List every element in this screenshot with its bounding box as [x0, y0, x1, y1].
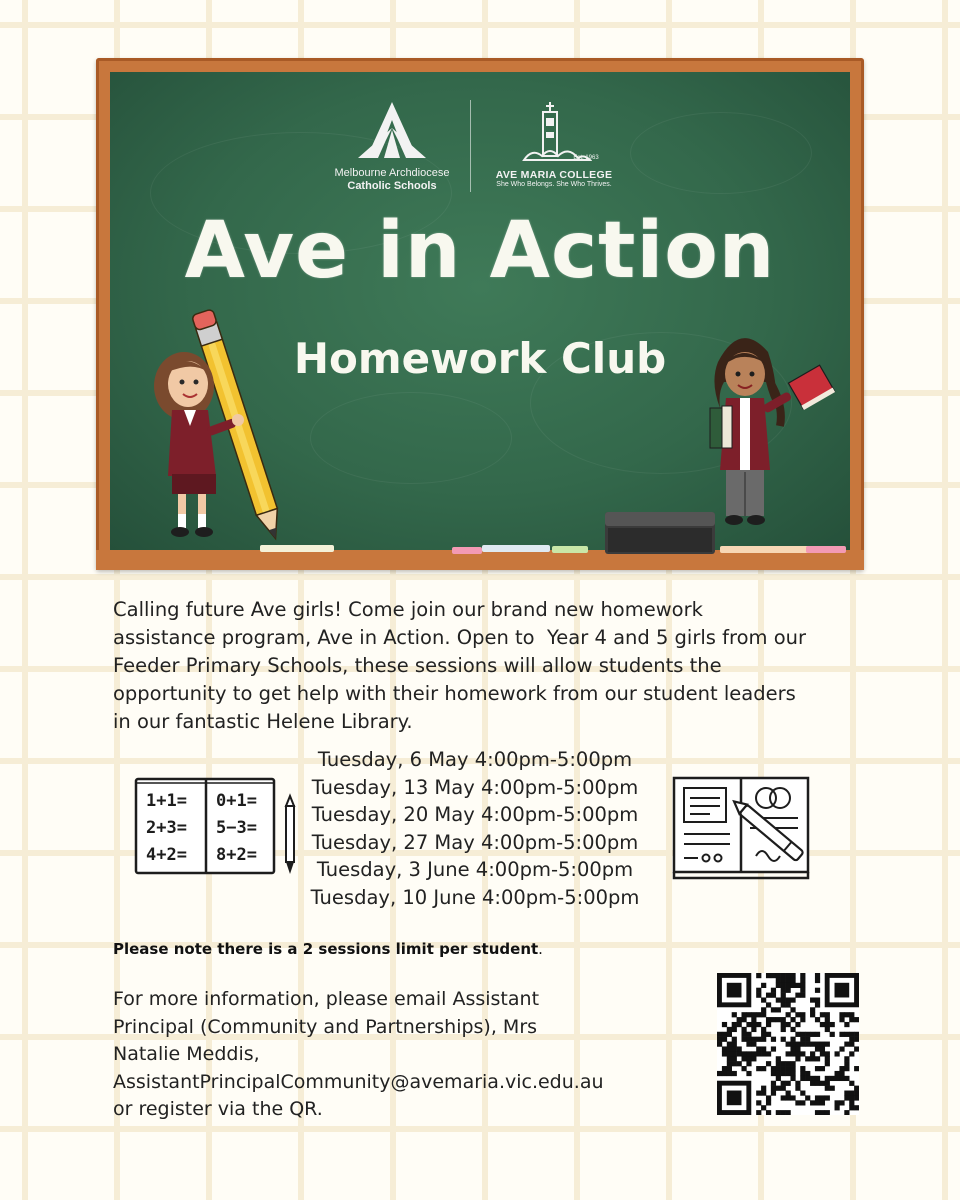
macs-name-line1: Melbourne Archdiocese [334, 167, 450, 179]
note-bold-text: Please note there is a 2 sessions limit per student [113, 940, 539, 958]
student-with-pencil-illustration [150, 306, 290, 542]
math-sum-right-1: 0+1= [216, 791, 257, 811]
math-sum-left-3: 4+2= [146, 845, 187, 865]
math-sum-left-1: 1+1= [146, 791, 187, 811]
intro-line: Calling future Ave girls! Come join our brand new homework [113, 598, 703, 621]
macs-name-line2: Catholic Schools [347, 180, 437, 192]
session-item: Tuesday, 13 May 4:00pm-5:00pm [311, 775, 639, 799]
open-book-icon [670, 774, 824, 882]
intro-line: Feeder Primary Schools, these sessions will allow students the [113, 654, 722, 677]
ave-maria-name: AVE MARIA COLLEGE [495, 169, 613, 181]
ave-maria-est: Est. 1963 [573, 155, 599, 161]
contact-line: Principal (Community and Partnerships), Mrs [113, 1015, 538, 1038]
contact-line: For more information, please email Assistant [113, 988, 540, 1010]
math-sum-right-2: 5−3= [216, 818, 257, 838]
ave-maria-tagline: She Who Belongs. She Who Thrives. [496, 181, 612, 188]
intro-line: in our fantastic Helene Library. [113, 710, 413, 733]
contact-line: or register via the QR. [113, 1098, 323, 1120]
note-end: . [538, 940, 543, 958]
student-with-books-illustration [700, 322, 840, 532]
intro-line: opportunity to get help with their homework from our student leaders [113, 682, 796, 705]
session-list [290, 746, 660, 911]
contact-paragraph [113, 986, 673, 1124]
math-sum-right-3: 8+2= [216, 845, 257, 865]
session-item: Tuesday, 10 June 4:00pm-5:00pm [310, 885, 640, 909]
session-item: Tuesday, 6 May 4:00pm-5:00pm [317, 748, 633, 771]
chalk-ledge [96, 550, 864, 570]
intro-paragraph [113, 596, 853, 736]
page-subtitle: Homework Club [293, 334, 667, 383]
qr-code[interactable] [717, 973, 859, 1115]
intro-line: assistance program, Ave in Action. Open to Year 4 and 5 girls from our [113, 626, 807, 649]
macs-logo-icon [356, 100, 428, 160]
session-item: Tuesday, 27 May 4:00pm-5:00pm [311, 830, 639, 854]
math-sum-left-2: 2+3= [146, 818, 187, 838]
page-title: Ave in Action [184, 206, 776, 296]
contact-line: Natalie Meddis, [113, 1043, 260, 1065]
session-item: Tuesday, 20 May 4:00pm-5:00pm [311, 803, 639, 826]
math-notebook-icon [134, 776, 300, 876]
session-limit-note [113, 940, 713, 958]
macs-logo-text [320, 167, 464, 193]
session-item: Tuesday, 3 June 4:00pm-5:00pm [316, 858, 634, 881]
logo-divider [470, 100, 471, 192]
contact-email[interactable]: AssistantPrincipalCommunity@avemaria.vic.edu.au [113, 1070, 604, 1093]
